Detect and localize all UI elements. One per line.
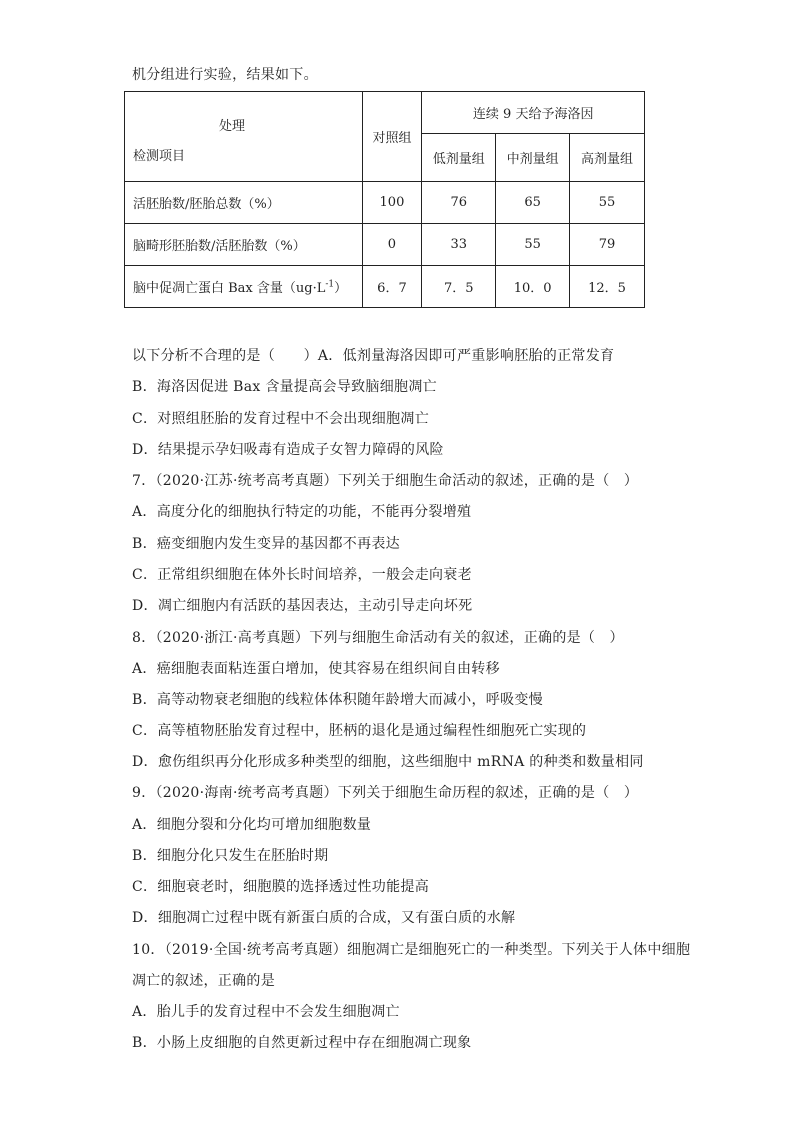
question-7-option-b: B．癌变细胞内发生变异的基因都不再表达 [132,536,400,552]
cell-value: 65 [496,182,570,224]
question-7-stem: 7．（2020·江苏·统考高考真题）下列关于细胞生命活动的叙述，正确的是（ ） [132,473,639,489]
question-7-option-a: A．高度分化的细胞执行特定的功能，不能再分裂增殖 [132,504,472,520]
cell-value: 55 [570,182,645,224]
table-row [125,266,645,308]
row-label-superscript: -1 [325,279,335,290]
question-9-option-d: D．细胞凋亡过程中既有新蛋白质的合成，又有蛋白质的水解 [132,910,516,926]
question-7-option-d: D．凋亡细胞内有活跃的基因表达，主动引导走向坏死 [132,598,473,614]
question-9-stem: 9．（2020·海南·统考高考真题）下列关于细胞生命历程的叙述，正确的是（ ） [132,785,639,801]
row-label: 活胚胎数/胚胎总数（%） [125,182,363,224]
question-10-option-a: A．胎儿手的发育过程中不会发生细胞凋亡 [132,1004,400,1020]
header-low-dose: 低剂量组 [422,134,496,182]
question-10-stem: 10．（2019·全国·统考高考真题）细胞凋亡是细胞死亡的一种类型。下列关于人体中细胞 [132,942,691,958]
question-10-stem-continued: 凋亡的叙述，正确的是 [132,973,275,989]
row-label [125,266,363,308]
header-mid-dose: 中剂量组 [496,134,570,182]
question-8-option-a: A．癌细胞表面粘连蛋白增加，使其容易在组织间自由转移 [132,661,500,677]
corner-label-treatment: 处理 [219,118,246,134]
header-control: 对照组 [362,92,422,182]
cell-value: 10．0 [496,266,570,308]
corner-label-item: 检测项目 [133,148,186,164]
question-9-option-c: C．细胞衰老时，细胞膜的选择透过性功能提高 [132,879,430,895]
question-10-option-b: B．小肠上皮细胞的自然更新过程中存在细胞凋亡现象 [132,1035,472,1051]
table-corner-cell [125,92,363,182]
intro-text: 机分组进行实验，结果如下。 [132,67,318,83]
question-8-option-c: C．高等植物胚胎发育过程中，胚柄的退化是通过编程性细胞死亡实现的 [132,723,587,739]
question-6-stem: 以下分析不合理的是（ ）A．低剂量海洛因即可严重影响胚胎的正常发育 [132,348,615,364]
question-8-option-b: B．高等动物衰老细胞的线粒体体积随年龄增大而减小，呼吸变慢 [132,692,543,708]
question-9-option-b: B．细胞分化只发生在胚胎时期 [132,848,329,864]
cell-value: 76 [422,182,496,224]
question-7-option-c: C．正常组织细胞在体外长时间培养，一般会走向衰老 [132,567,472,583]
cell-value: 33 [422,224,496,266]
question-8-stem: 8．（2020·浙江·高考真题）下列与细胞生命活动有关的叙述，正确的是（ ） [132,630,624,646]
question-6-option-c: C．对照组胚胎的发育过程中不会出现细胞凋亡 [132,411,430,427]
row-label-end: ） [334,281,348,296]
header-treatment-group: 连续 9 天给予海洛因 [422,92,645,134]
cell-value: 6．7 [362,266,422,308]
cell-value: 12．5 [570,266,645,308]
table-row [125,224,645,266]
cell-value: 7．5 [422,266,496,308]
cell-value: 100 [362,182,422,224]
cell-value: 79 [570,224,645,266]
header-high-dose: 高剂量组 [570,134,645,182]
question-8-option-d: D．愈伤组织再分化形成多种类型的细胞，这些细胞中 mRNA 的种类和数量相同 [132,754,644,770]
question-6-option-d: D．结果提示孕妇吸毒有造成子女智力障碍的风险 [132,442,444,458]
row-label: 脑畸形胚胎数/活胚胎数（%） [125,224,363,266]
cell-value: 0 [362,224,422,266]
question-9-option-a: A．细胞分裂和分化均可增加细胞数量 [132,817,372,833]
experiment-table [124,91,645,308]
table-row [125,182,645,224]
question-6-option-b: B．海洛因促进 Bax 含量提高会导致脑细胞凋亡 [132,379,437,395]
cell-value: 55 [496,224,570,266]
row-label-main: 脑中促凋亡蛋白 Bax 含量（ug·L [133,281,326,296]
